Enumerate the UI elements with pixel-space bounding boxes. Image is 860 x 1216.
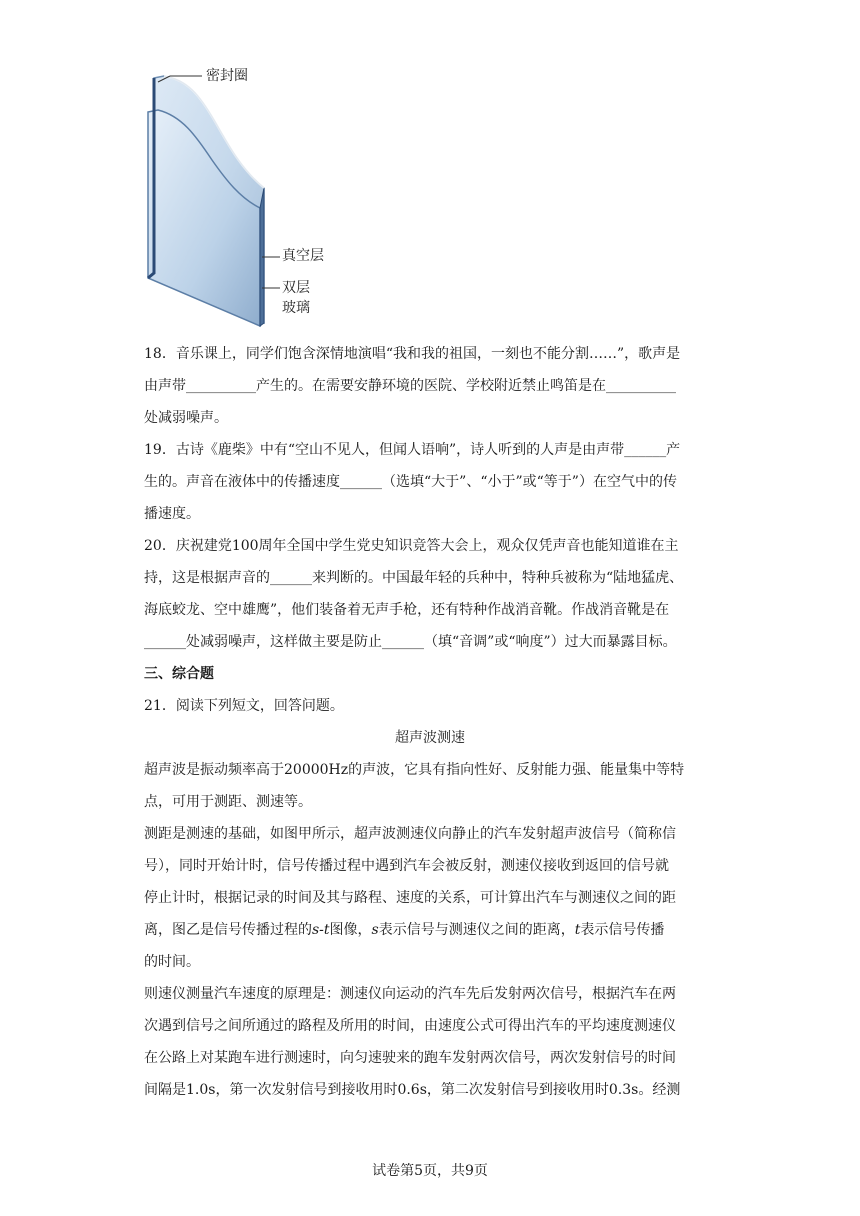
- para2-line4-part-d: 表示信号传播: [580, 922, 665, 938]
- page-footer: 试卷第5页，共9页: [372, 1163, 488, 1179]
- q21-para2-line4: [144, 914, 716, 946]
- q18-line3: 处减弱噪声。: [144, 410, 228, 426]
- double-glass-label-2: 玻璃: [282, 300, 310, 316]
- double-glass-label-1: 双层: [282, 280, 310, 296]
- q18-line1: 18．音乐课上，同学们饱含深情地演唱“我和我的祖国，一刻也不能分割……”，歌声是: [144, 346, 681, 362]
- article-title: 超声波测速: [395, 730, 465, 746]
- q21-para1-line1: 超声波是振动频率高于20000Hz的声波，它具有指向性好、反射能力强、能量集中等特: [144, 762, 685, 778]
- vacuum-glass-illustration: [140, 68, 370, 330]
- q20-line2: 持，这是根据声音的______来判断的。中国最年轻的兵种中，特种兵被称为“陆地猛虎、: [144, 570, 684, 586]
- q19-line3: 播速度。: [144, 506, 200, 522]
- para2-line4-part-a: 离，图乙是信号传播过程的: [144, 922, 312, 938]
- q21-intro: 21．阅读下列短文，回答问题。: [144, 698, 344, 714]
- vacuum-layer-label: 真空层: [282, 248, 324, 264]
- section-heading: 三、综合题: [144, 666, 214, 682]
- q18-line2: 由声带__________产生的。在需要安静环境的医院、学校附近禁止鸣笛是在__________: [144, 378, 676, 394]
- q21-para2-line5: 的时间。: [144, 954, 200, 970]
- q21-para3-line2: 次遇到信号之间所通过的路程及所用的时间，由速度公式可得出汽车的平均速度测速仪: [144, 1018, 676, 1034]
- q21-para2-line2: 号），同时开始计时，信号传播过程中遇到汽车会被反射，测速仪接收到返回的信号就: [144, 858, 669, 874]
- q21-para2-line3: 停止计时，根据记录的时间及其与路程、速度的关系，可计算出汽车与测速仪之间的距: [144, 890, 676, 906]
- para2-line4-part-c: 表示信号与测速仪之间的距离，: [378, 922, 575, 938]
- q21-para3-line1: 则速仪测量汽车速度的原理是：测速仪向运动的汽车先后发射两次信号，根据汽车在两: [144, 986, 676, 1002]
- para2-line4-part-b: 图像，: [329, 922, 372, 938]
- vacuum-glass-figure: [140, 68, 370, 330]
- t-symbol: t: [574, 922, 581, 938]
- question-content: [144, 338, 716, 1106]
- st-symbol: s-t: [312, 922, 330, 938]
- q20-line3: 海底蛟龙、空中雄鹰”，他们装备着无声手枪，还有特种作战消音靴。作战消音靴是在: [144, 602, 670, 618]
- q21-para3-line4: 间隔是1.0s，第一次发射信号到接收用时0.6s，第二次发射信号到接收用时0.3s。经测: [144, 1082, 681, 1098]
- seal-ring-label: 密封圈: [206, 68, 248, 84]
- q19-line2: 生的。声音在液体中的传播速度______（选填“大于”、“小于”或“等于”）在空气中的传: [144, 474, 677, 490]
- q21-para1-line2: 点，可用于测距、测速等。: [144, 794, 312, 810]
- q21-para3-line3: 在公路上对某跑车进行测速时，向匀速驶来的跑车发射两次信号，两次发射信号的时间: [144, 1050, 676, 1066]
- q20-line1: 20．庆祝建党100周年全国中学生党史知识竞答大会上，观众仅凭声音也能知道谁在主: [144, 538, 679, 554]
- q19-line1: 19．古诗《鹿柴》中有“空山不见人，但闻人语响”，诗人听到的人声是由声带______产: [144, 442, 681, 458]
- q20-line4: ______处减弱噪声，这样做主要是防止______（填“音调”或“响度”）过大而暴露目标。: [144, 634, 677, 650]
- s-symbol: s: [371, 922, 379, 938]
- q21-para2-line1: 测距是测速的基础，如图甲所示，超声波测速仪向静止的汽车发射超声波信号（简称信: [144, 826, 676, 842]
